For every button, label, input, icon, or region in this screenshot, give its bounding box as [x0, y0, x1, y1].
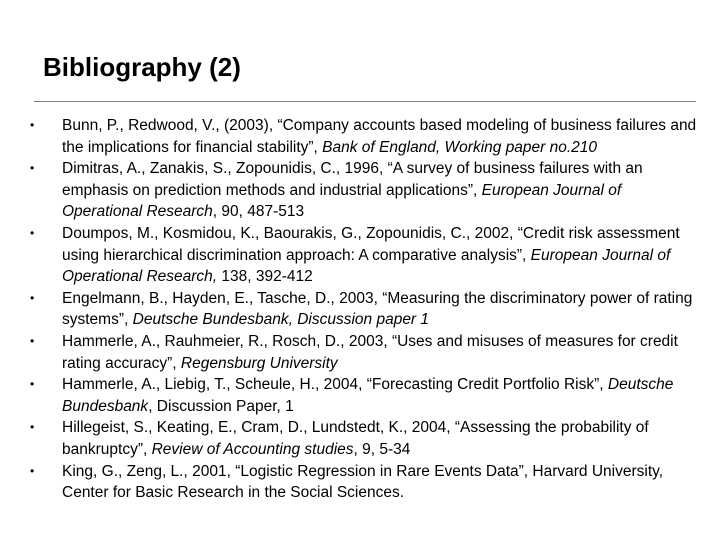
reference-title: “Uses and misuses of measures for credit rating accuracy”,: [62, 332, 678, 372]
list-item: [30, 223, 700, 288]
reference-details: , 90, 487-513: [212, 203, 305, 221]
bullet-icon: •: [30, 463, 35, 478]
bullet-icon: •: [30, 420, 35, 435]
reference-authors: Hammerle, A., Rauhmeier, R., Rosch, D., 2003,: [62, 332, 392, 350]
reference-authors: Hammerle, A., Liebig, T., Scheule, H., 2004,: [62, 376, 367, 394]
reference-title: “Credit risk assessment using hierarchical discrimination approach: A comparative analysis”,: [62, 224, 680, 264]
bullet-icon: •: [30, 290, 35, 305]
bullet-icon: •: [30, 161, 35, 176]
reference-authors: Dimitras, A., Zanakis, S., Zopounidis, C., 1996,: [62, 160, 388, 178]
list-item: [30, 158, 700, 223]
reference-details: Harvard University, Center for Basic Research in the Social Sciences.: [62, 462, 664, 502]
reference-title: “Assessing the probability of bankruptcy”,: [62, 419, 649, 458]
reference-source: Deutsche Bundesbank, Discussion paper 1: [132, 311, 430, 329]
title-divider: [34, 101, 696, 102]
bullet-icon: •: [30, 225, 35, 240]
reference-source: Deutsche Bundesbank: [62, 376, 674, 415]
reference-title: “Logistic Regression in Rare Events Data”,: [235, 462, 533, 480]
reference-authors: Bunn, P., Redwood, V., (2003),: [62, 117, 278, 134]
reference-title: “Measuring the discriminatory power of rating systems”,: [62, 289, 693, 329]
reference-details: , 9, 5-34: [353, 440, 411, 458]
bullet-icon: •: [30, 333, 35, 348]
list-item: [30, 331, 700, 374]
reference-authors: King, G., Zeng, L., 2001,: [62, 462, 236, 480]
reference-source: European Journal of Operational Research,: [62, 246, 671, 286]
list-item: [30, 417, 700, 460]
reference-source: Regensburg University: [180, 354, 338, 372]
reference-title: “Forecasting Credit Portfolio Risk”,: [366, 376, 608, 394]
bullet-icon: •: [30, 377, 35, 392]
list-item: [30, 288, 700, 331]
reference-title: “Company accounts based modeling of business failures and the implications for financial stability”,: [62, 117, 697, 156]
reference-details: , Discussion Paper, 1: [148, 397, 294, 415]
list-item: [30, 115, 700, 158]
reference-authors: Engelmann, B., Hayden, E., Tasche, D., 2003,: [62, 289, 383, 307]
reference-title: “A survey of business failures with an emphasis on prediction methods and industrial applications”,: [62, 160, 643, 199]
list-item: [30, 374, 700, 417]
bullet-icon: •: [30, 118, 35, 132]
list-item: [30, 461, 700, 504]
reference-authors: Hillegeist, S., Keating, E., Cram, D., Lundstedt, K., 2004,: [62, 419, 455, 437]
reference-source: Review of Accounting studies: [151, 440, 354, 458]
reference-authors: Doumpos, M., Kosmidou, K., Baourakis, G., Zopounidis, C., 2002,: [62, 224, 518, 242]
bibliography-list: [30, 115, 700, 504]
reference-details: 138, 392-412: [217, 268, 313, 286]
reference-source: Bank of England, Working paper no.210: [322, 138, 598, 156]
page-title: Bibliography (2): [43, 52, 241, 82]
reference-source: European Journal of Operational Research: [62, 181, 622, 221]
